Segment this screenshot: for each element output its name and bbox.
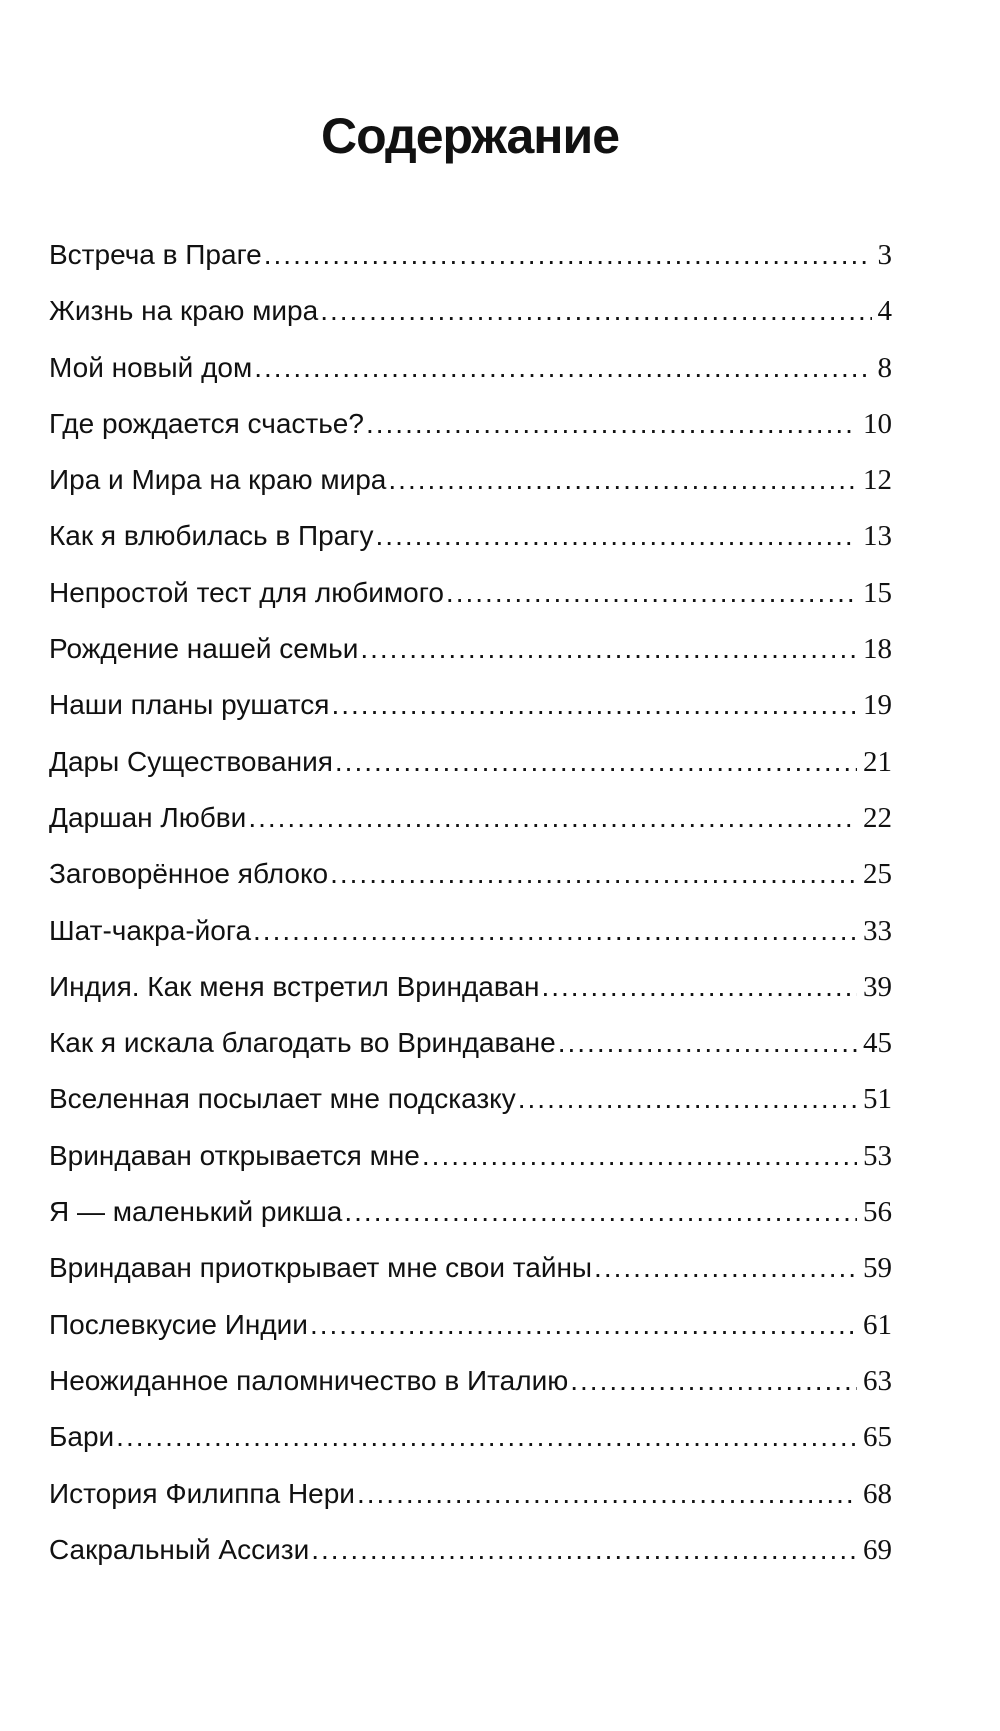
dot-leader (366, 396, 857, 452)
toc-entry-page: 15 (863, 576, 892, 609)
dot-leader (335, 734, 857, 790)
toc-entry (49, 565, 892, 621)
toc-entry (49, 340, 892, 396)
toc-entry-title: Сакральный Ассизи (49, 1533, 310, 1565)
toc-entry-title: Встреча в Праге (49, 239, 262, 270)
toc-entry (49, 677, 892, 733)
toc-entry-title: Шат-чакра-йога (49, 914, 252, 946)
toc-entry-page: 10 (863, 407, 892, 440)
dot-leader (570, 1353, 857, 1409)
toc-entry-page: 18 (863, 633, 892, 666)
dot-leader (254, 340, 871, 396)
toc-entry (49, 846, 892, 902)
toc-entry-title: Вриндаван открывается мне (49, 1139, 420, 1171)
toc-entry-title: Индия. Как меня встретил Вриндаван (49, 970, 540, 1002)
toc-entry-title: Рождение нашей семьи (49, 633, 359, 665)
toc-entry-page: 12 (863, 464, 892, 497)
dot-leader (310, 1297, 857, 1353)
dot-leader (518, 1071, 857, 1127)
dot-leader (422, 1128, 857, 1184)
toc-entry (49, 1466, 892, 1522)
toc-list (49, 227, 892, 1578)
dot-leader (558, 1015, 857, 1071)
toc-entry-title: Как я влюбилась в Прагу (49, 520, 374, 552)
dot-leader (344, 1184, 857, 1240)
toc-entry-title: Неожиданное паломничество в Италию (49, 1364, 569, 1396)
toc-entry-title: Как я искала благодать во Вриндаване (49, 1027, 556, 1059)
toc-entry-page: 68 (863, 1477, 892, 1510)
toc-entry-title: Непростой тест для любимого (49, 576, 444, 608)
toc-entry-title: Мой новый дом (49, 351, 253, 383)
toc-entry-title: Я — маленький рикша (49, 1196, 343, 1228)
toc-entry-page: 13 (863, 520, 892, 553)
toc-entry (49, 1353, 892, 1409)
toc-entry-title: Даршан Любви (49, 801, 247, 833)
toc-entry-title: Заговорённое яблоко (49, 858, 329, 890)
toc-entry (49, 1128, 892, 1184)
toc-entry-title: Вриндаван приоткрывает мне свои тайны (49, 1252, 593, 1284)
toc-entry-page: 69 (863, 1533, 892, 1566)
toc-entry (49, 227, 892, 283)
dot-leader (376, 508, 857, 564)
dot-leader (264, 227, 872, 283)
toc-entry (49, 508, 892, 564)
dot-leader (331, 677, 857, 733)
toc-entry (49, 396, 892, 452)
toc-entry-page: 45 (863, 1027, 892, 1060)
dot-leader (360, 621, 857, 677)
toc-entry-page: 61 (863, 1308, 892, 1341)
toc-entry-page: 39 (863, 970, 892, 1003)
toc-entry (49, 452, 892, 508)
toc-entry-title: Дары Существования (49, 745, 333, 777)
dot-leader (248, 790, 857, 846)
dot-leader (357, 1466, 857, 1522)
toc-entry (49, 283, 892, 339)
toc-entry-page: 51 (863, 1083, 892, 1116)
toc-entry-title: Ира и Мира на краю мира (49, 464, 387, 496)
dot-leader (320, 283, 871, 339)
toc-entry-page: 8 (877, 351, 892, 384)
toc-entry (49, 903, 892, 959)
toc-entry-page: 65 (863, 1421, 892, 1454)
dot-leader (330, 846, 857, 902)
toc-entry-page: 4 (877, 295, 892, 328)
dot-leader (253, 903, 857, 959)
toc-entry (49, 734, 892, 790)
dot-leader (594, 1240, 857, 1296)
toc-entry-page: 33 (863, 914, 892, 947)
toc-entry-page: 3 (877, 239, 892, 271)
toc-entry-page: 19 (863, 689, 892, 722)
toc-entry (49, 621, 892, 677)
toc-entry-page: 63 (863, 1364, 892, 1397)
toc-entry-page: 59 (863, 1252, 892, 1285)
toc-entry (49, 1297, 892, 1353)
toc-entry (49, 1522, 892, 1578)
toc-entry (49, 1240, 892, 1296)
toc-entry-page: 22 (863, 801, 892, 834)
dot-leader (541, 959, 857, 1015)
toc-entry (49, 1409, 892, 1465)
dot-leader (388, 452, 857, 508)
toc-entry (49, 790, 892, 846)
toc-entry-page: 21 (863, 745, 892, 778)
toc-entry-title: Вселенная посылает мне подсказку (49, 1083, 516, 1115)
dot-leader (311, 1522, 857, 1578)
toc-entry (49, 959, 892, 1015)
toc-entry-page: 56 (863, 1196, 892, 1229)
toc-entry (49, 1015, 892, 1071)
page-title: Содержание (320, 108, 620, 164)
toc-entry-title: Наши планы рушатся (49, 689, 330, 721)
toc-entry-title: Послевкусие Индии (49, 1308, 308, 1340)
toc-entry-title: Жизнь на краю мира (49, 295, 319, 327)
toc-entry-title: Где рождается счастье? (49, 407, 364, 439)
toc-entry-page: 53 (863, 1139, 892, 1172)
toc-entry-title: Бари (49, 1421, 115, 1453)
dot-leader (446, 565, 857, 621)
toc-entry (49, 1184, 892, 1240)
toc-entry-title: История Филиппа Нери (49, 1477, 355, 1509)
toc-entry-page: 25 (863, 858, 892, 891)
toc-entry (49, 1071, 892, 1127)
dot-leader (116, 1409, 857, 1465)
